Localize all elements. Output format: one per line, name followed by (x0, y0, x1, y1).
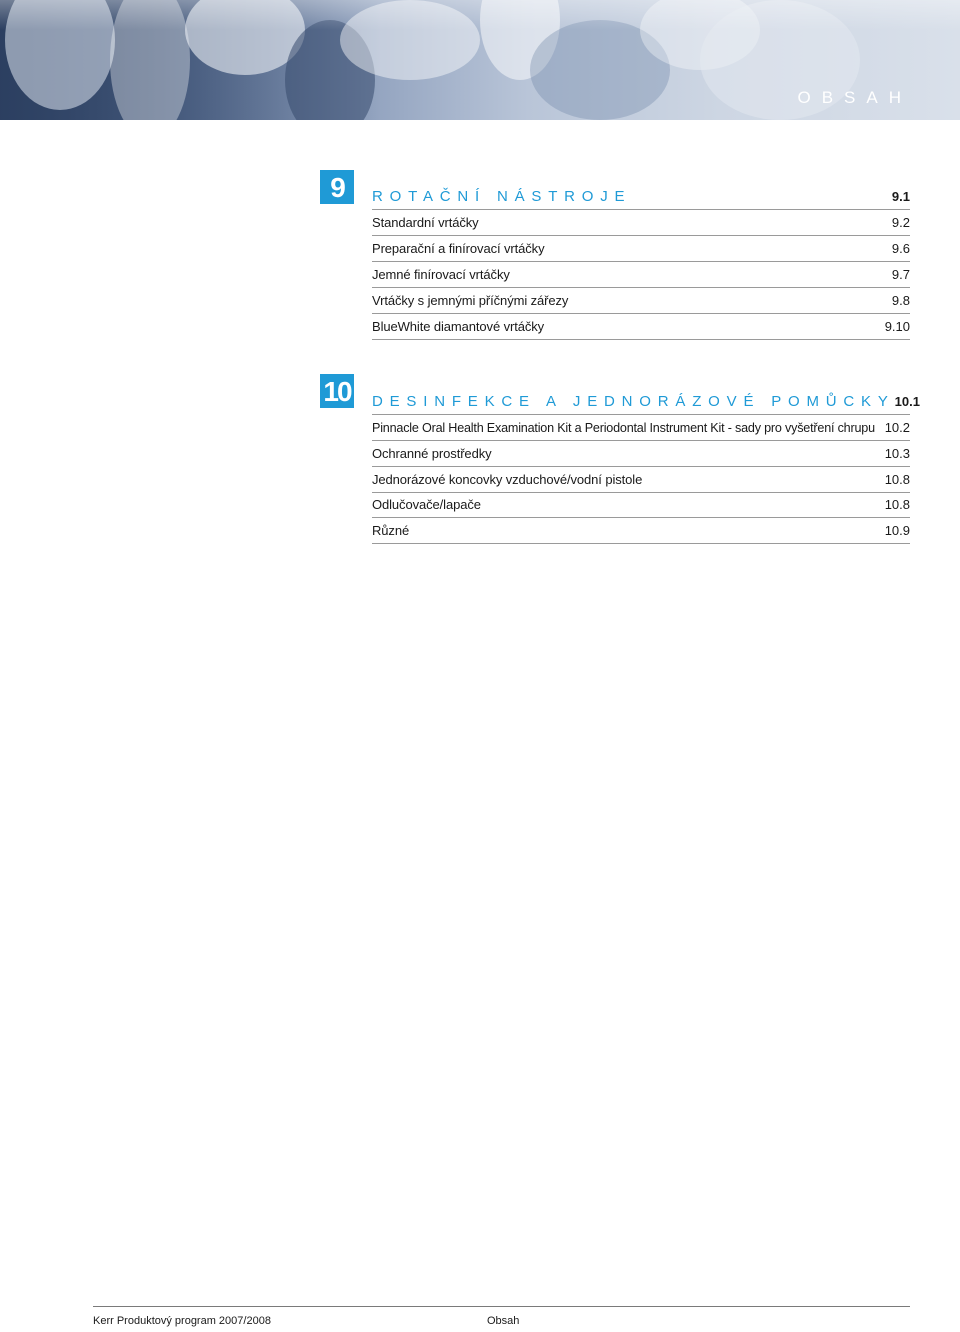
footer-section-name: Obsah (487, 1315, 520, 1327)
toc-entry-label: BlueWhite diamantové vrtáčky (372, 319, 545, 334)
toc-entry-label: Ochranné prostředky (372, 446, 492, 461)
toc-entry-page: 9.2 (891, 215, 910, 230)
toc-entry-label: Různé (372, 523, 410, 538)
toc-entry-label: Pinnacle Oral Health Examination Kit a Periodontal Instrument Kit - sady pro vyšetření chrupu (372, 420, 875, 435)
toc-section-10 (320, 374, 920, 544)
toc-entry-page: 10.9 (884, 523, 910, 538)
chapter-number-badge: 9 (320, 170, 354, 204)
toc-entry-page: 9.10 (884, 319, 910, 334)
footer-publication: Kerr Produktový program 2007/2008 (93, 1315, 271, 1327)
toc-section-9 (320, 170, 912, 340)
section-page: 10.1 (894, 393, 920, 409)
toc-entry[interactable] (372, 262, 910, 288)
toc-entry[interactable] (372, 492, 910, 518)
section-page: 9.1 (891, 188, 910, 204)
toc-entry-page: 9.8 (891, 293, 910, 308)
toc-entry[interactable] (372, 210, 910, 236)
header-banner (0, 0, 960, 120)
section-title: DESINFEKCE A JEDNORÁZOVÉ POMŮCKY (372, 392, 895, 410)
toc-entry-page: 9.6 (891, 241, 910, 256)
toc-entry[interactable] (372, 467, 910, 493)
section-title: ROTAČNÍ NÁSTROJE (372, 187, 632, 205)
toc-entry-label: Preparační a finírovací vrtáčky (372, 241, 545, 256)
section-heading[interactable] (372, 183, 910, 210)
toc-entry[interactable] (372, 441, 910, 467)
toc-entry-page: 10.3 (884, 446, 910, 461)
toc-entry-page: 10.2 (884, 420, 910, 435)
toc-entry-page: 9.7 (891, 267, 910, 282)
section-heading[interactable] (372, 388, 920, 415)
toc-entry-page: 10.8 (884, 497, 910, 512)
toc-entry-label: Odlučovače/lapače (372, 497, 481, 512)
toc-entry-label: Jednorázové koncovky vzduchové/vodní pistole (372, 472, 643, 487)
chapter-number-badge: 10 (320, 374, 354, 408)
page-title: OBSAH (797, 88, 912, 107)
toc-entry-label: Jemné finírovací vrtáčky (372, 267, 510, 282)
toc-entry[interactable] (372, 415, 910, 441)
toc-entry[interactable] (372, 314, 910, 340)
toc-entry-page: 10.8 (884, 472, 910, 487)
toc-entry-label: Vrtáčky s jemnými příčnými zářezy (372, 293, 569, 308)
toc-entry[interactable] (372, 288, 910, 314)
toc-entry[interactable] (372, 518, 910, 544)
footer-divider (93, 1306, 910, 1307)
toc-entry-label: Standardní vrtáčky (372, 215, 479, 230)
toc-entry[interactable] (372, 236, 910, 262)
